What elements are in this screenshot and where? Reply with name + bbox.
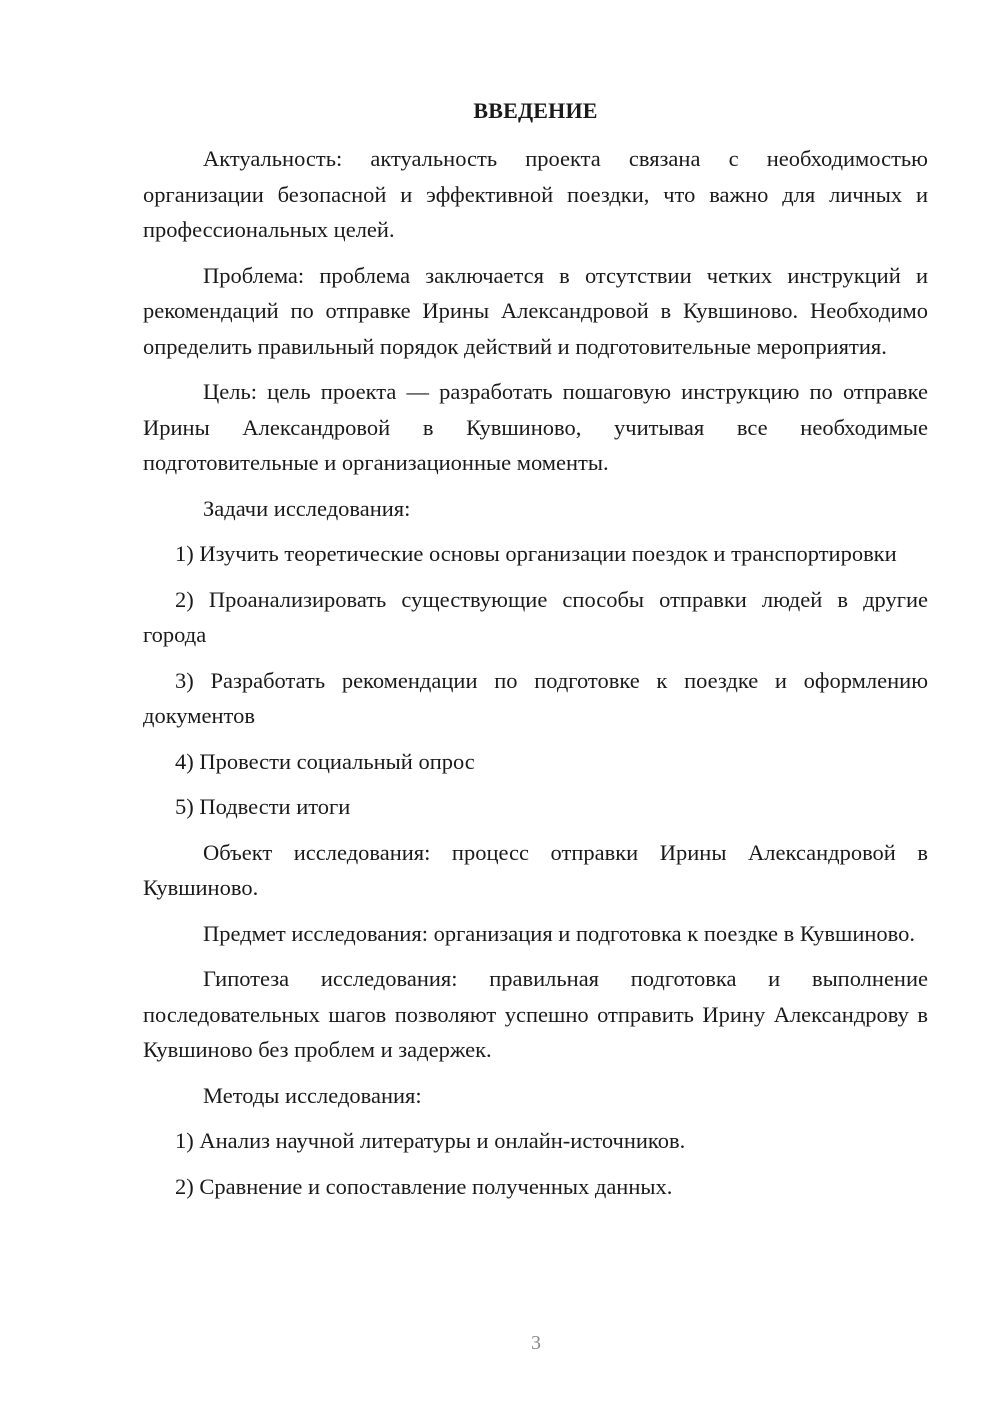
task-item: 5) Подвести итоги (175, 794, 351, 819)
relevance-paragraph: Актуальность: актуальность проекта связана с необходимостью организации безопасной и эффективной поездки, что важно для личных и профессиональных целей. (143, 146, 928, 242)
method-item: 2) Сравнение и сопоставление полученных данных. (175, 1173, 673, 1199)
document-page (143, 95, 928, 1214)
method-item: 1) Анализ научной литературы и онлайн-источников. (175, 1128, 686, 1153)
task-item: 1) Изучить теоретические основы организации поездок и транспортировки (175, 541, 897, 566)
task-item: 2) Проанализировать существующие способы отправки людей в другие города (143, 586, 928, 647)
methods-heading: Методы исследования: (203, 1082, 422, 1108)
problem-paragraph: Проблема: проблема заключается в отсутствии четких инструкций и рекомендаций по отправке Ирины Александровой в Кувшиново. Необходимо определить правильный порядок действий и подготовительные мероприятия. (143, 262, 928, 359)
page-number: 3 (531, 1332, 541, 1354)
section-title: ВВЕДЕНИЕ (473, 98, 598, 123)
goal-paragraph: Цель: цель проекта — разработать пошаговую инструкцию по отправке Ирины Александровой в Кувшиново, учитывая все необходимые подготовительные и организационные моменты. (143, 379, 928, 475)
task-item: 4) Провести социальный опрос (175, 748, 475, 774)
tasks-heading: Задачи исследования: (203, 495, 411, 521)
task-item: 3) Разработать рекомендации по подготовке к поездке и оформлению документов (143, 667, 928, 728)
subject-paragraph: Предмет исследования: организация и подготовка к поездке в Кувшиново. (203, 920, 916, 946)
hypothesis-paragraph: Гипотеза исследования: правильная подготовка и выполнение последовательных шагов позволяют успешно отправить Ирину Александрову в Кувшиново без проблем и задержек. (143, 966, 928, 1062)
object-paragraph: Объект исследования: процесс отправки Ирины Александровой в Кувшиново. (143, 839, 928, 900)
